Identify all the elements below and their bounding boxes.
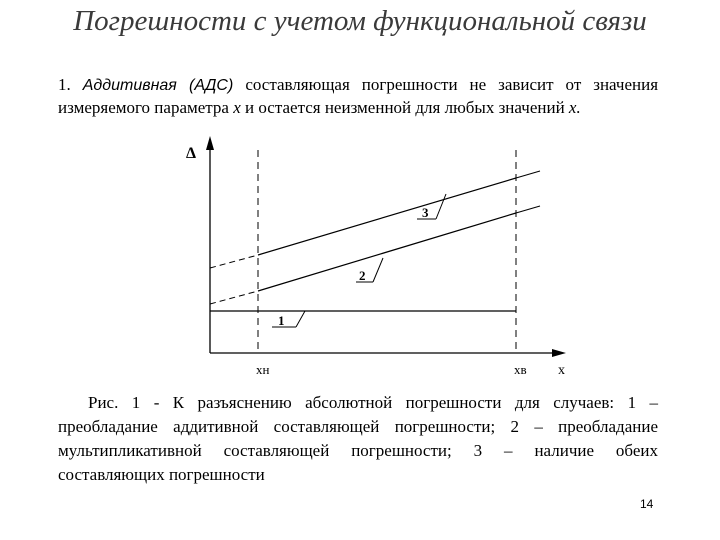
additive-term: Аддитивная (АДС) (82, 77, 234, 94)
x-axis-label: x (558, 363, 565, 378)
paragraph-text-2: и остается неизменной для любых значений (245, 98, 565, 117)
line-3-ext (516, 171, 540, 178)
label-1-pointer (296, 311, 305, 327)
x-axis-arrow-icon (552, 349, 566, 357)
line-2 (210, 291, 258, 304)
line-3-solid (258, 178, 516, 255)
y-axis-label: Δ (186, 145, 197, 162)
x-end-label: xв (514, 362, 527, 377)
label-3-pointer (436, 194, 446, 219)
page-number: 14 (640, 497, 654, 511)
line-1-label: 1 (278, 313, 285, 328)
y-axis-arrow-icon (206, 136, 214, 150)
slide-title: Погрешности с учетом функциональной связи (73, 5, 647, 37)
paragraph-number: 1. (58, 75, 71, 94)
paragraph-text-1: составляющая погрешности не зависит от значения измеряемого параметра (58, 75, 659, 117)
figure-caption: Рис. 1 - К разъяснению абсолютной погрешности для случаев: 1 – преобладание аддитивной составляющей погрешности; 2 – преобладание мультипликативной составляющей погрешности; 3 – наличие обеих составляющих погрешности (58, 393, 658, 484)
line-2-ext (516, 206, 540, 213)
line-2-solid (258, 213, 516, 291)
line-3-label: 3 (422, 205, 429, 220)
line-2-label: 2 (359, 268, 366, 283)
label-2-pointer (373, 258, 383, 282)
variable-x-end: x. (568, 98, 581, 117)
line-3 (210, 255, 258, 268)
x-start-label: xн (256, 362, 270, 377)
variable-x: x (233, 98, 241, 117)
